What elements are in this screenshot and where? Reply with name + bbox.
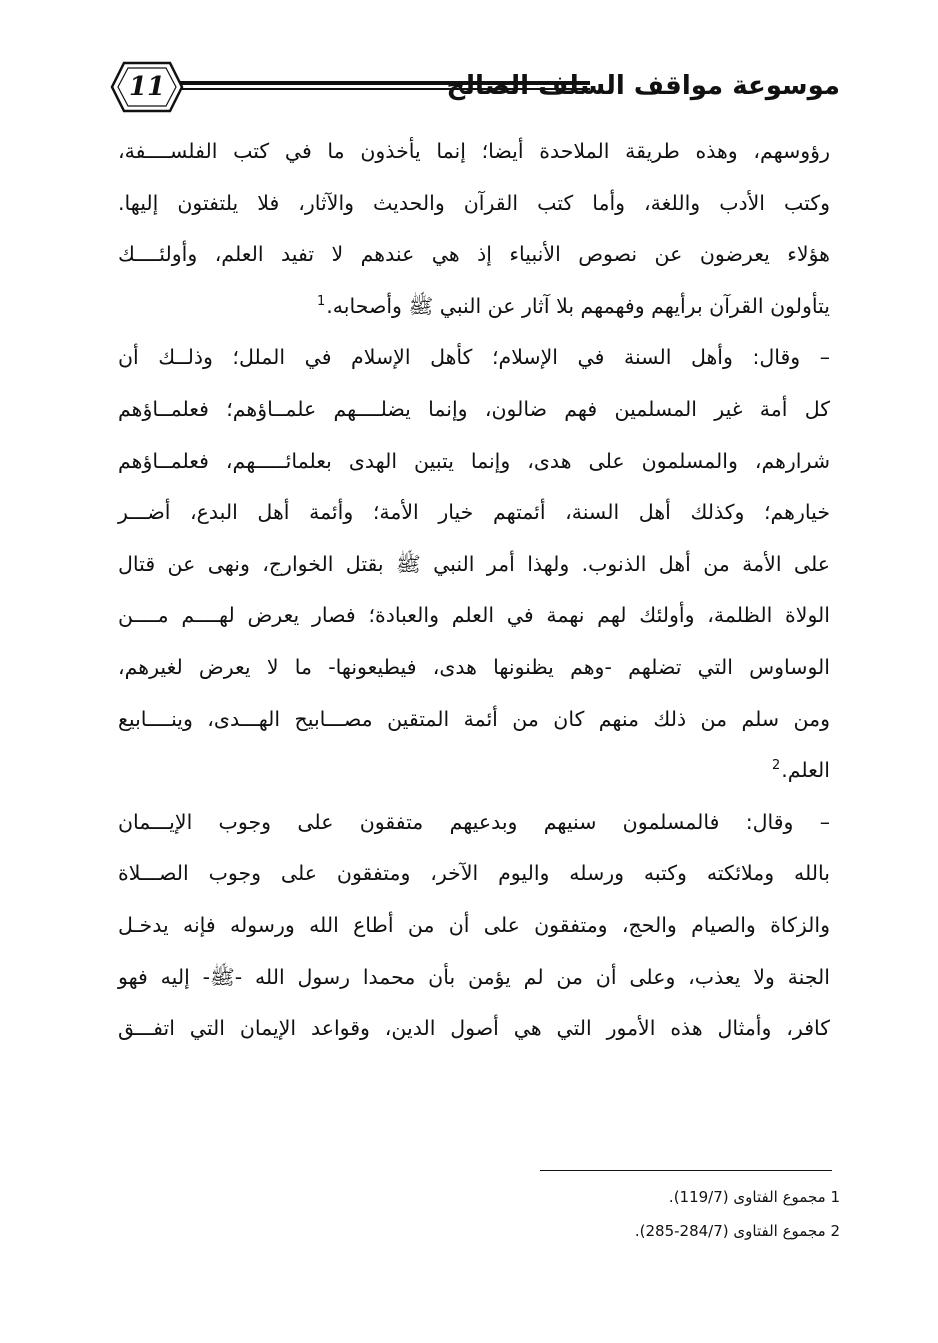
footnote-marker: 2 bbox=[771, 758, 781, 774]
line-text: شرارهم، والمسلمون على هدى، وإنما يتبين الهدى بعلمائـــــهم، فعلمــاؤهم bbox=[118, 448, 830, 473]
text-line bbox=[118, 797, 830, 849]
line-text: ومن سلم من ذلك منهم كان من أئمة المتقين مصـــابيح الهـــدى، وينــــابيع bbox=[118, 706, 830, 731]
text-line bbox=[118, 229, 830, 281]
footnotes bbox=[400, 1180, 840, 1248]
text-line bbox=[118, 745, 830, 797]
text-line bbox=[118, 642, 830, 694]
line-text: وكتب الأدب واللغة، وأما كتب القرآن والحديث والآثار، فلا يلتفتون إليها. bbox=[118, 190, 830, 215]
footnote-number: 1 bbox=[830, 1188, 840, 1206]
line-text: رؤوسهم، وهذه طريقة الملاحدة أيضا؛ إنما يأخذون ما في كتب الفلســــفة، bbox=[118, 139, 830, 163]
line-text: هؤلاء يعرضون عن نصوص الأنبياء إذ هي عندهم لا تفيد العلم، وأولئــــك bbox=[118, 242, 830, 267]
text-line bbox=[118, 487, 830, 539]
line-text: يتأولون القرآن برأيهم وفهمهم بلا آثار عن النبي ﷺ وأصحابه. bbox=[326, 293, 830, 318]
text-line bbox=[118, 384, 830, 436]
book-title: موسوعة مواقف السلف الصالح bbox=[446, 71, 840, 101]
line-text: العلم. bbox=[781, 758, 830, 783]
text-line bbox=[118, 178, 830, 230]
line-text: الجنة ولا يعذب، وعلى أن من لم يؤمن بأن محمدا رسول الله -ﷺ- إليه فهو bbox=[118, 964, 830, 989]
footnote-text: مجموع الفتاوى (284/7-285). bbox=[634, 1222, 826, 1240]
page-header bbox=[100, 58, 840, 116]
line-text: الولاة الظلمة، وأولئك لهم نهمة في العلم والعبادة؛ فصار يعرض لهــــم مــــن bbox=[118, 603, 830, 628]
text-line bbox=[118, 126, 830, 178]
footnote-separator bbox=[540, 1170, 832, 1171]
line-text: خيارهم؛ وكذلك أهل السنة، أئمتهم خيار الأمة؛ وأئمة أهل البدع، أضـــر bbox=[118, 500, 830, 525]
page-number: 11 bbox=[128, 72, 166, 102]
text-line bbox=[118, 848, 830, 900]
footnote-marker: 1 bbox=[316, 293, 326, 309]
body-text bbox=[118, 126, 830, 1055]
page-number-badge bbox=[110, 60, 184, 114]
footnote-text: مجموع الفتاوى (119/7). bbox=[668, 1188, 826, 1206]
text-line bbox=[118, 332, 830, 384]
line-text: كل أمة غير المسلمين فهم ضالون، وإنما يضلــــهم علمــاؤهم؛ فعلمــاؤهم bbox=[118, 396, 830, 421]
line-text: بالله وملائكته وكتبه ورسله واليوم الآخر، ومتفقون على وجوب الصـــلاة bbox=[118, 861, 830, 886]
line-text: الوساوس التي تضلهم -وهم يظنونها هدى، فيطيعونها- ما لا يعرض لغيرهم، bbox=[118, 654, 830, 679]
text-line bbox=[118, 590, 830, 642]
line-text: – وقال: وأهل السنة في الإسلام؛ كأهل الإسلام في الملل؛ وذلــك أن bbox=[118, 345, 830, 370]
line-text: والزكاة والصيام والحج، ومتفقون على أن من أطاع الله ورسوله فإنه يدخـل bbox=[118, 912, 830, 937]
text-line bbox=[118, 1003, 830, 1055]
text-line bbox=[118, 281, 830, 333]
text-line bbox=[118, 436, 830, 488]
footnote bbox=[400, 1214, 840, 1248]
footnote-number: 2 bbox=[830, 1222, 840, 1240]
text-line bbox=[118, 539, 830, 591]
line-text: على الأمة من أهل الذنوب. ولهذا أمر النبي ﷺ بقتل الخوارج، ونهى عن قتال bbox=[118, 551, 830, 576]
line-text: – وقال: فالمسلمون سنيهم وبدعيهم متفقون على وجوب الإيـــمان bbox=[118, 809, 830, 834]
text-line bbox=[118, 900, 830, 952]
line-text: كافر، وأمثال هذه الأمور التي هي أصول الدين، وقواعد الإيمان التي اتفـــق bbox=[118, 1016, 830, 1041]
footnote bbox=[400, 1180, 840, 1214]
text-line bbox=[118, 694, 830, 746]
text-line bbox=[118, 952, 830, 1004]
